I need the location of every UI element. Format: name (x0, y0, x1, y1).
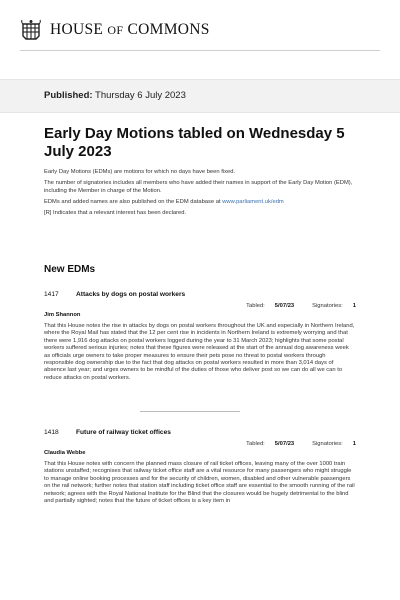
tabled-label: Tabled: (246, 303, 265, 309)
intro-paragraph: The number of signatories includes all members who have added their names in support of the Early Day Motion (EDM), including the Member in charge of the Motion. (44, 179, 353, 194)
tabled-date: 5/07/23 (274, 303, 295, 309)
wordmark-commons: COMMONS (127, 21, 210, 38)
database-text: EDMs and added names are also published on the EDM database at (44, 198, 223, 205)
page-title: Early Day Motions tabled on Wednesday 5 July 2023 (44, 125, 345, 160)
section-title: New EDMs (44, 264, 96, 275)
edm-body: That this House notes with concern the planned mass closure of rail ticket offices, leaving many of the over 1000 train stations unstaffed; recognises that railway ticket office staff are a vital resource for many passengers who might struggle to manage online booking processes and for the security of children, women, disabled and other vulnerable passengers on the rail network; further notes that station staff including ticket office staff are essential to the smooth running of the rail network; agrees with the Royal National Institute for the Blind that the closures would be hugely detrimental to the blind and partially sighted; notes that the future of ticket offices is a key item in (44, 461, 355, 505)
edm-title: Future of railway ticket offices (76, 429, 171, 436)
edm-author: Claudia Webbe (44, 450, 86, 456)
intro-paragraph-database (44, 199, 364, 207)
edm-database-link[interactable]: www.parliament.uk/edm (222, 198, 284, 205)
wordmark-house: HOUSE (50, 21, 104, 38)
house-of-commons-wordmark (50, 21, 210, 39)
entry-divider (140, 411, 240, 412)
edm-number: 1417 (44, 291, 59, 298)
edm-body: That this House notes the rise in attacks by dogs on postal workers throughout the UK and especially in Northern Ireland, where the Royal Mail has stated that the 12 per cent rise in incidents in Northern Ireland is extremely worrying and that there were 1,916 dog attacks on postal workers logged during the year to 31 March 2023; highlights that some postal workers suffered serious injuries; notes that these figures were released at the start of the annual dog awareness week as officials urge owners to take proper measures to ensure their pets pose no threat to postal workers through responsible dog ownership due to the fact that dog attacks on postal workers resulted in more than 3,014 days of absence last year; and urges owners to be mindful of the duties of those who deliver post so we can do all we can to reduce attacks on postal workers. (44, 323, 355, 381)
tabled-label: Tabled: (246, 441, 265, 447)
signatories-label: Signatories: (312, 303, 343, 309)
edm-title: Attacks by dogs on postal workers (76, 291, 186, 298)
signatories-count: 1 (352, 441, 356, 447)
tabled-date: 5/07/23 (274, 441, 295, 447)
edm-author: Jim Shannon (44, 312, 81, 318)
portcullis-logo-icon (20, 19, 42, 41)
intro-text (44, 169, 364, 221)
signatories-label: Signatories: (312, 441, 343, 447)
published-label: Published: (44, 90, 93, 101)
edm-heading (44, 291, 356, 300)
edm-meta (44, 303, 356, 311)
edm-entry (44, 429, 356, 505)
published-date: Thursday 6 July 2023 (95, 90, 186, 101)
published-line (44, 90, 186, 101)
signatories-count: 1 (352, 303, 356, 309)
edm-number: 1418 (44, 429, 59, 436)
header-divider (20, 50, 380, 51)
intro-paragraph: [R] Indicates that a relevant interest has been declared. (44, 209, 187, 216)
wordmark-of: OF (107, 23, 124, 37)
edm-heading (44, 429, 356, 438)
edm-entry (44, 291, 356, 382)
page-header (20, 19, 210, 41)
edm-meta (44, 441, 356, 449)
intro-paragraph: Early Day Motions (EDMs) are motions for which no days have been fixed. (44, 169, 236, 175)
